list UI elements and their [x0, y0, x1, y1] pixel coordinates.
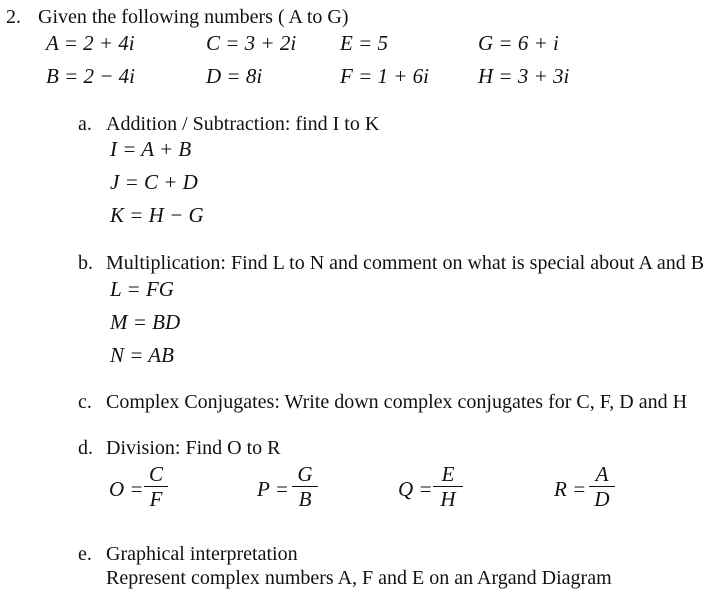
number-a: A = 2 + 4i: [46, 31, 135, 55]
number-h: H = 3 + 3i: [478, 64, 570, 88]
part-e-label: e.: [78, 543, 92, 565]
number-g: G = 6 + i: [478, 31, 559, 55]
equation-l: L = FG: [110, 277, 174, 301]
fraction-q-lhs: Q =: [398, 477, 433, 501]
question-intro: Given the following numbers ( A to G): [38, 6, 349, 28]
fraction-q-denominator: H: [440, 487, 456, 511]
part-b-label: b.: [78, 252, 93, 274]
part-c-text: Complex Conjugates: Write down complex conjugates for C, F, D and H: [106, 391, 688, 413]
fraction-o-denominator: F: [149, 487, 163, 511]
equation-i: I = A + B: [110, 137, 192, 161]
fraction-r-denominator: D: [594, 487, 610, 511]
number-b: B = 2 − 4i: [46, 64, 136, 88]
fraction-o-numerator: C: [148, 462, 163, 486]
fraction-p-numerator: G: [297, 462, 313, 486]
fraction-o: [144, 463, 168, 510]
part-e-text2: Represent complex numbers A, F and E on an Argand Diagram: [106, 567, 612, 589]
fraction-r-numerator: A: [595, 462, 609, 486]
part-d-label: d.: [78, 437, 93, 459]
part-c-label: c.: [78, 391, 92, 413]
fraction-r-lhs: R =: [554, 477, 587, 501]
number-e: E = 5: [340, 31, 388, 55]
number-c: C = 3 + 2i: [206, 31, 297, 55]
part-e-text: Graphical interpretation: [106, 543, 298, 565]
question-number: 2.: [6, 6, 21, 28]
number-f: F = 1 + 6i: [340, 64, 430, 88]
equation-m: M = BD: [110, 310, 181, 334]
part-d-text: Division: Find O to R: [106, 437, 281, 459]
equation-j: J = C + D: [110, 170, 198, 194]
equation-n: N = AB: [110, 343, 174, 367]
fraction-p-lhs: P =: [257, 477, 289, 501]
fraction-q-numerator: E: [441, 462, 455, 486]
equation-k: K = H − G: [110, 203, 204, 227]
part-a-label: a.: [78, 113, 92, 135]
fraction-p-denominator: B: [298, 487, 312, 511]
fraction-q: [433, 463, 463, 510]
number-d: D = 8i: [206, 64, 263, 88]
fraction-p: [292, 463, 318, 510]
fraction-o-lhs: O =: [109, 477, 144, 501]
fraction-r: [589, 463, 615, 510]
part-a-text: Addition / Subtraction: find I to K: [106, 113, 380, 135]
part-b-text: Multiplication: Find L to N and comment on what is special about A and B: [106, 252, 705, 274]
